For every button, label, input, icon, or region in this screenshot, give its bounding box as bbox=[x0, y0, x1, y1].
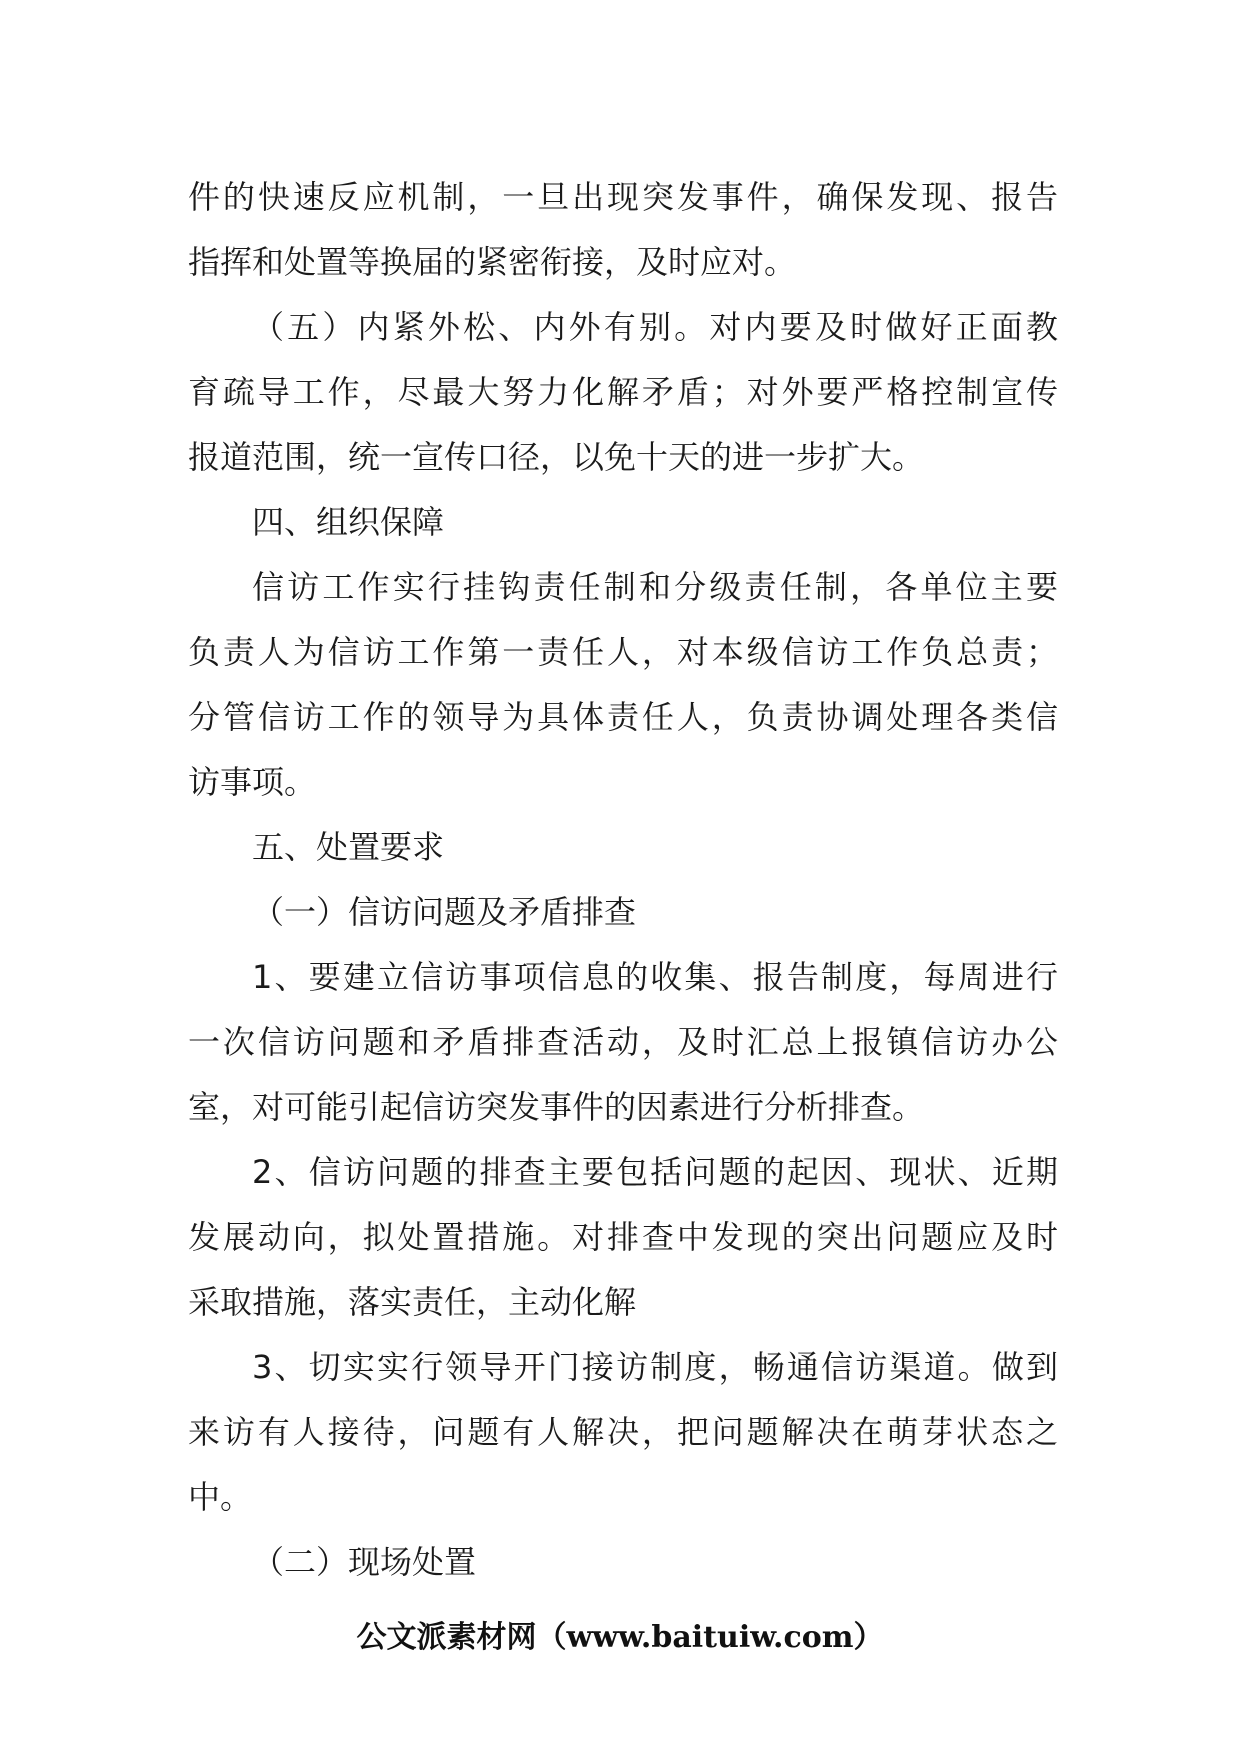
subsection-heading: （一）信访问题及矛盾排查 bbox=[252, 893, 637, 931]
text-line: 负责人为信访工作第一责任人，对本级信访工作负总责； bbox=[188, 633, 1058, 671]
footer-watermark: 公文派素材网（www.baituiw.com） bbox=[356, 1620, 884, 1655]
section-heading: 五、处置要求 bbox=[252, 828, 445, 866]
text-line: 访事项。 bbox=[188, 763, 317, 801]
text-line: 来访有人接待，问题有人解决，把问题解决在萌芽状态之 bbox=[188, 1413, 1058, 1451]
text-line: 指挥和处置等换届的紧密衔接，及时应对。 bbox=[188, 243, 797, 281]
text-line: （五）内紧外松、内外有别。对内要及时做好正面教 bbox=[252, 308, 1058, 346]
subsection-heading: （二）现场处置 bbox=[252, 1543, 477, 1581]
text-line: 2、信访问题的排查主要包括问题的起因、现状、近期 bbox=[252, 1153, 1058, 1191]
document-body bbox=[188, 165, 1058, 1595]
text-line: 报道范围，统一宣传口径，以免十天的进一步扩大。 bbox=[188, 438, 925, 476]
text-line: 中。 bbox=[188, 1478, 253, 1516]
text-line: 1、要建立信访事项信息的收集、报告制度，每周进行 bbox=[252, 958, 1058, 996]
section-heading: 四、组织保障 bbox=[252, 503, 445, 541]
text-line: 一次信访问题和矛盾排查活动，及时汇总上报镇信访办公 bbox=[188, 1023, 1058, 1061]
text-line: 信访工作实行挂钩责任制和分级责任制，各单位主要 bbox=[252, 568, 1058, 606]
text-line: 室，对可能引起信访突发事件的因素进行分析排查。 bbox=[188, 1088, 925, 1126]
text-line: 3、切实实行领导开门接访制度，畅通信访渠道。做到 bbox=[252, 1348, 1058, 1386]
text-line: 分管信访工作的领导为具体责任人，负责协调处理各类信 bbox=[188, 698, 1058, 736]
text-line: 采取措施，落实责任，主动化解 bbox=[188, 1283, 637, 1321]
text-line: 育疏导工作，尽最大努力化解矛盾；对外要严格控制宣传 bbox=[188, 373, 1058, 411]
text-line: 件的快速反应机制，一旦出现突发事件，确保发现、报告 bbox=[188, 178, 1058, 216]
text-line: 发展动向，拟处置措施。对排查中发现的突出问题应及时 bbox=[188, 1218, 1058, 1256]
